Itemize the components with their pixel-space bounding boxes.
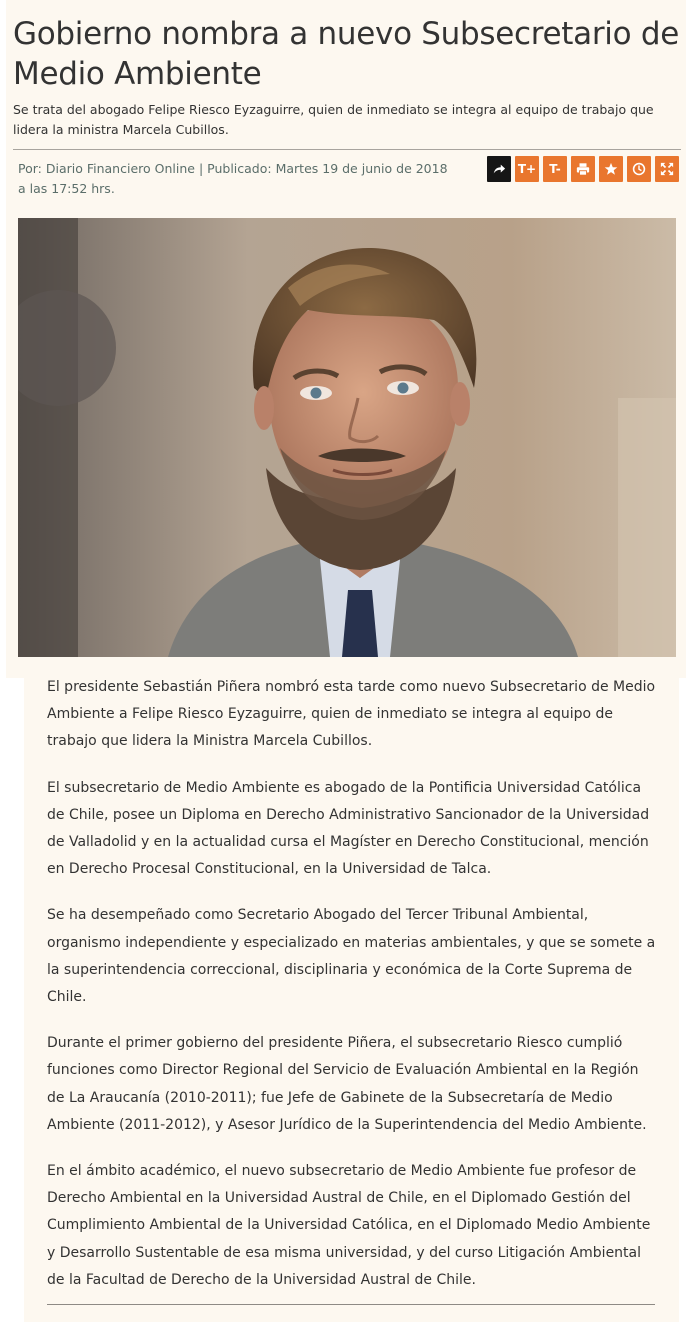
article-title: Gobierno nombra a nuevo Subsecretario de Medio Ambiente: [13, 16, 679, 92]
print-button[interactable]: [571, 156, 595, 182]
expand-icon: [660, 162, 674, 176]
article-lead: Se trata del abogado Felipe Riesco Eyzaguirre, quien de inmediato se integra al equipo de trabajo que lidera la ministra Marcela Cubillos.: [13, 102, 654, 137]
article-paragraph: En el ámbito académico, el nuevo subsecretario de Medio Ambiente fue profesor de Derecho Ambiental en la Universidad Austral de Chile, en el Diplomado Gestión del Cumplimiento Ambiental de la Universidad Católica, en el Diplomado Medio Ambiente y Desarrollo Sustentable de esa misma universidad, y del curso Litigación Ambiental de la Facultad de Derecho de la Universidad Austral de Chile.: [47, 1163, 651, 1288]
article-photo: [18, 218, 676, 657]
favorite-button[interactable]: [599, 156, 623, 182]
star-icon: [604, 162, 618, 176]
history-button[interactable]: [627, 156, 651, 182]
article-toolbar: [487, 156, 679, 182]
decrease-text-button[interactable]: [543, 156, 567, 182]
article-paragraph: Durante el primer gobierno del presidente Piñera, el subsecretario Riesco cumplió funciones como Director Regional del Servicio de Evaluación Ambiental en la Región de La Araucanía (2010-2011); fue Jefe de Gabinete de la Subsecretaría de Medio Ambiente (2011-2012), y Asesor Jurídico de la Superintendencia del Medio Ambiente.: [47, 1035, 647, 1133]
share-button[interactable]: [487, 156, 511, 182]
share-arrow-icon: [492, 162, 506, 176]
article-paragraph: El presidente Sebastián Piñera nombró esta tarde como nuevo Subsecretario de Medio Ambiente a Felipe Riesco Eyzaguirre, quien de inmediato se integra al equipo de trabajo que lidera la Ministra Marcela Cubillos.: [47, 679, 656, 750]
footer-divider: [47, 1304, 655, 1305]
print-icon: [576, 162, 590, 176]
portrait-illustration: [18, 218, 676, 657]
increase-text-label: T+: [517, 162, 537, 176]
fullscreen-button[interactable]: [655, 156, 679, 182]
article-paragraph: El subsecretario de Medio Ambiente es abogado de la Pontificia Universidad Católica de Chile, posee un Diploma en Derecho Administrativo Sancionador de la Universidad de Valladolid y en la actualidad cursa el Magíster en Derecho Constitucional, mención en Derecho Procesal Constitucional, en la Universidad de Talca.: [47, 779, 650, 878]
byline-date: Martes 19 de junio de 2018 a las 17:52 hrs.: [18, 161, 448, 196]
increase-text-button[interactable]: [515, 156, 539, 182]
article-body: [47, 674, 659, 1313]
article-byline: [18, 159, 458, 199]
article-paragraph: Se ha desempeñado como Secretario Abogado del Tercer Tribunal Ambiental, organismo independiente y especializado en materias ambientales, y que se somete a la superintendencia correccional, disciplinaria y económica de la Corte Suprema de Chile.: [47, 907, 656, 1006]
byline-source: Diario Financiero Online: [45, 161, 195, 176]
header-divider: [13, 149, 681, 150]
byline-published-label: Publicado:: [207, 161, 272, 176]
clock-icon: [632, 162, 646, 176]
byline-separator: |: [198, 161, 204, 176]
decrease-text-label: T-: [549, 162, 561, 176]
byline-by-label: Por:: [18, 161, 42, 176]
